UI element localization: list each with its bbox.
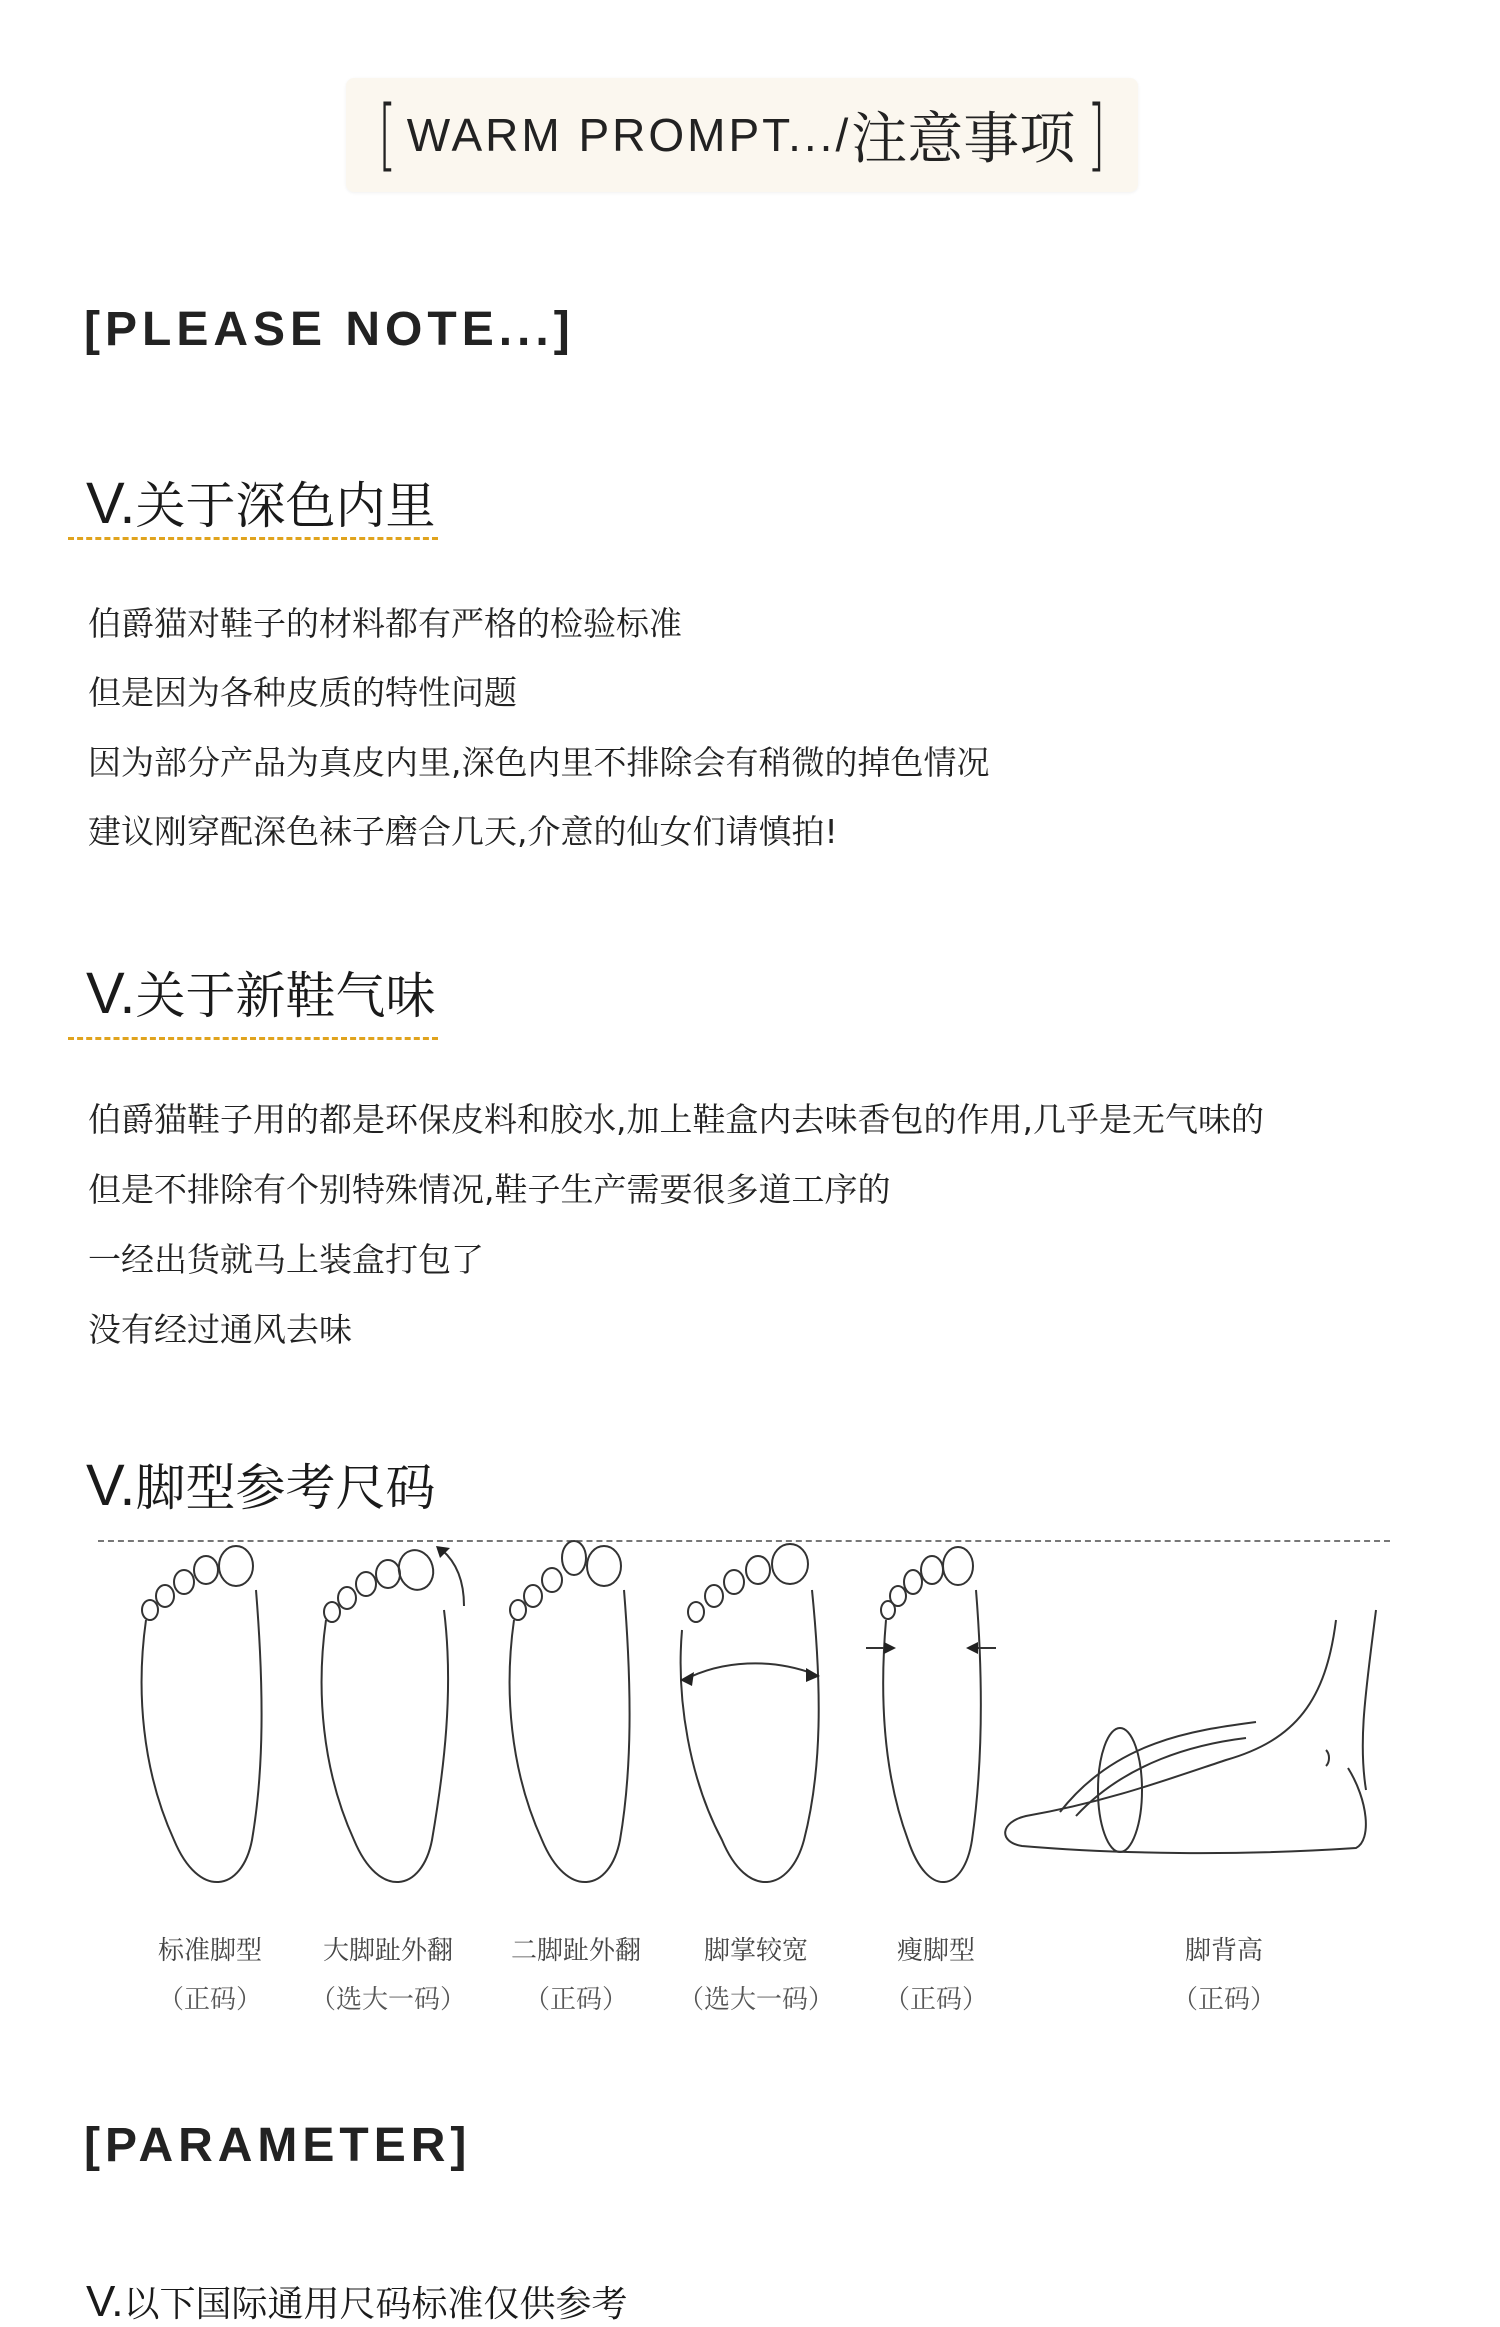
parameter-heading: [PARAMETER] — [84, 2119, 472, 2172]
banner-title-en: WARM PROMPT.../ — [406, 109, 852, 161]
warm-prompt-banner — [346, 78, 1138, 192]
bunion-foot-icon — [304, 1540, 474, 1920]
high-instep-foot-icon — [996, 1540, 1386, 1920]
foot-caption — [836, 1930, 1036, 2016]
second-toe-foot-icon — [492, 1540, 662, 1920]
section-divider — [68, 1037, 438, 1040]
foot-type-advice: （正码） — [883, 1985, 988, 2015]
section-marker: V. — [86, 2277, 124, 2326]
section-marker: V. — [86, 471, 136, 536]
foot-type-advice: （正码） — [1171, 1985, 1276, 2015]
section-title-text: 以下国际通用尺码标准仅供参考 — [123, 2284, 628, 2325]
foot-type-name: 脚背高 — [1184, 1936, 1263, 1966]
foot-type-name: 大脚趾外翻 — [322, 1936, 453, 1966]
section-title-new-shoe-odor — [86, 956, 435, 1028]
paragraph-line: 伯爵猫对鞋子的材料都有严格的检验标准 — [88, 604, 682, 643]
foot-type-name: 标准脚型 — [157, 1936, 262, 1966]
foot-caption — [1124, 1930, 1324, 2016]
foot-type-advice: （选大一码） — [677, 1985, 834, 2015]
paragraph-line: 但是因为各种皮质的特性问题 — [88, 673, 517, 712]
section-title-size-standard — [86, 2276, 628, 2327]
paragraph-line: 伯爵猫鞋子用的都是环保皮料和胶水,加上鞋盒内去味香包的作用,几乎是无气味的 — [88, 1100, 1264, 1139]
section-marker: V. — [86, 1453, 136, 1518]
standard-foot-icon — [124, 1540, 294, 1920]
section-title-dark-lining — [86, 466, 435, 538]
arrow-right-icon — [884, 1642, 896, 1654]
section-divider — [68, 537, 438, 540]
banner-bracket-open: [ — [378, 90, 397, 180]
foot-type-name: 二脚趾外翻 — [510, 1936, 641, 1966]
foot-type-advice: （正码） — [523, 1985, 628, 2015]
banner-title-cn: 注意事项 — [851, 107, 1076, 172]
arrow-left-icon — [966, 1642, 978, 1654]
section-title-text: 关于深色内里 — [135, 477, 436, 535]
paragraph-line: 建议刚穿配深色袜子磨合几天,介意的仙女们请慎拍! — [88, 812, 838, 851]
foot-type-name: 瘦脚型 — [896, 1936, 975, 1966]
foot-caption — [110, 1930, 310, 2016]
paragraph-line: 没有经过通风去味 — [88, 1310, 352, 1349]
paragraph-line: 但是不排除有个别特殊情况,鞋子生产需要很多道工序的 — [88, 1170, 891, 1209]
foot-type-advice: （正码） — [157, 1985, 262, 2015]
paragraph-line: 因为部分产品为真皮内里,深色内里不排除会有稍微的掉色情况 — [88, 743, 990, 782]
please-note-heading: [PLEASE NOTE...] — [84, 303, 575, 356]
foot-type-illustrations — [90, 1540, 1390, 2015]
section-title-foot-type — [86, 1448, 435, 1520]
foot-caption — [288, 1930, 488, 2016]
banner-bracket-close: ] — [1087, 90, 1106, 180]
paragraph-line: 一经出货就马上装盒打包了 — [88, 1240, 484, 1279]
foot-type-advice: （选大一码） — [309, 1985, 466, 2015]
foot-caption — [656, 1930, 856, 2016]
foot-type-name: 脚掌较宽 — [703, 1936, 808, 1966]
section-title-text: 关于新鞋气味 — [135, 967, 436, 1025]
foot-caption — [476, 1930, 676, 2016]
section-title-text: 脚型参考尺码 — [135, 1459, 436, 1517]
section-marker: V. — [86, 961, 136, 1026]
wide-foot-icon — [672, 1540, 842, 1920]
